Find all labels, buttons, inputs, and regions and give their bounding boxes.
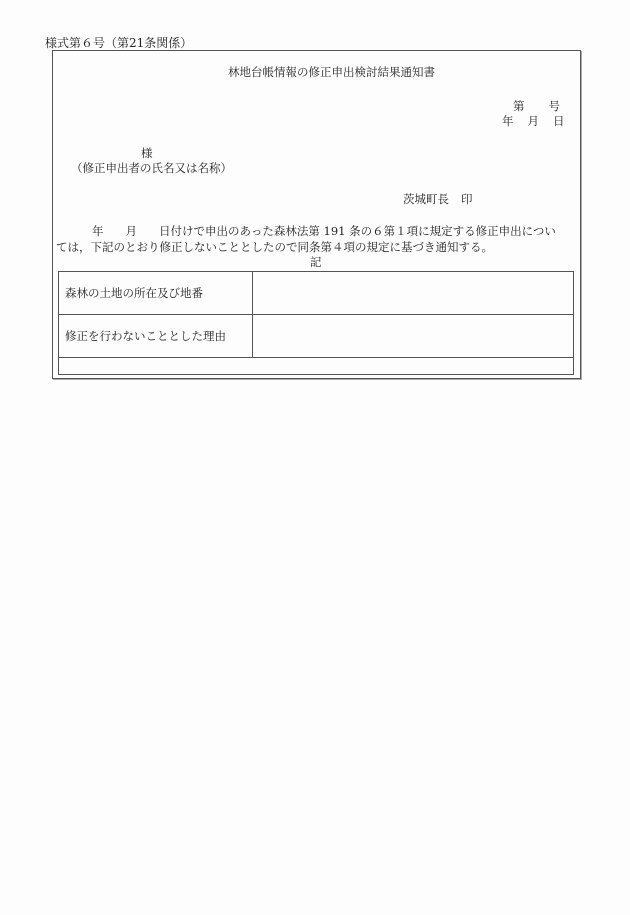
form-number-label: 様式第６号（第21条関係） bbox=[45, 36, 193, 50]
document-number-line bbox=[513, 101, 560, 113]
table-row bbox=[59, 315, 574, 358]
document-date-line bbox=[502, 116, 565, 128]
issuer-name: 茨城町長 bbox=[403, 192, 449, 206]
table-row bbox=[59, 358, 574, 375]
table-row bbox=[59, 272, 574, 315]
date-day: 日 bbox=[553, 114, 565, 128]
date-month: 月 bbox=[527, 114, 539, 128]
body-text-line-1 bbox=[92, 226, 556, 238]
body-year: 年 bbox=[92, 224, 104, 238]
number-prefix: 第 bbox=[513, 99, 525, 113]
row-label-location: 森林の土地の所在及び地番 bbox=[59, 272, 253, 315]
row-value-location[interactable] bbox=[253, 272, 574, 315]
issuer-line bbox=[403, 194, 473, 206]
ki-heading: 記 bbox=[310, 255, 322, 269]
seal-mark: 印 bbox=[461, 192, 473, 206]
row-blank[interactable] bbox=[59, 358, 574, 375]
addressee-note: （修正申出者の氏名又は名称） bbox=[71, 161, 232, 175]
body-text-line-2: ては，下記のとおり修正しないこととしたので同条第４項の規定に基づき通知する。 bbox=[56, 240, 493, 254]
body-month: 月 bbox=[125, 224, 137, 238]
addressee-honorific: 様 bbox=[141, 146, 153, 160]
row-value-reason[interactable] bbox=[253, 315, 574, 358]
detail-table bbox=[58, 271, 574, 375]
document-title: 林地台帳情報の修正申出検討結果通知書 bbox=[228, 65, 435, 79]
row-label-reason: 修正を行わないこととした理由 bbox=[59, 315, 253, 358]
date-year: 年 bbox=[502, 114, 514, 128]
body-line1-text: 日付けで申出のあった森林法第 191 条の６第１項に規定する修正申出につい bbox=[159, 224, 556, 238]
number-suffix: 号 bbox=[548, 99, 560, 113]
